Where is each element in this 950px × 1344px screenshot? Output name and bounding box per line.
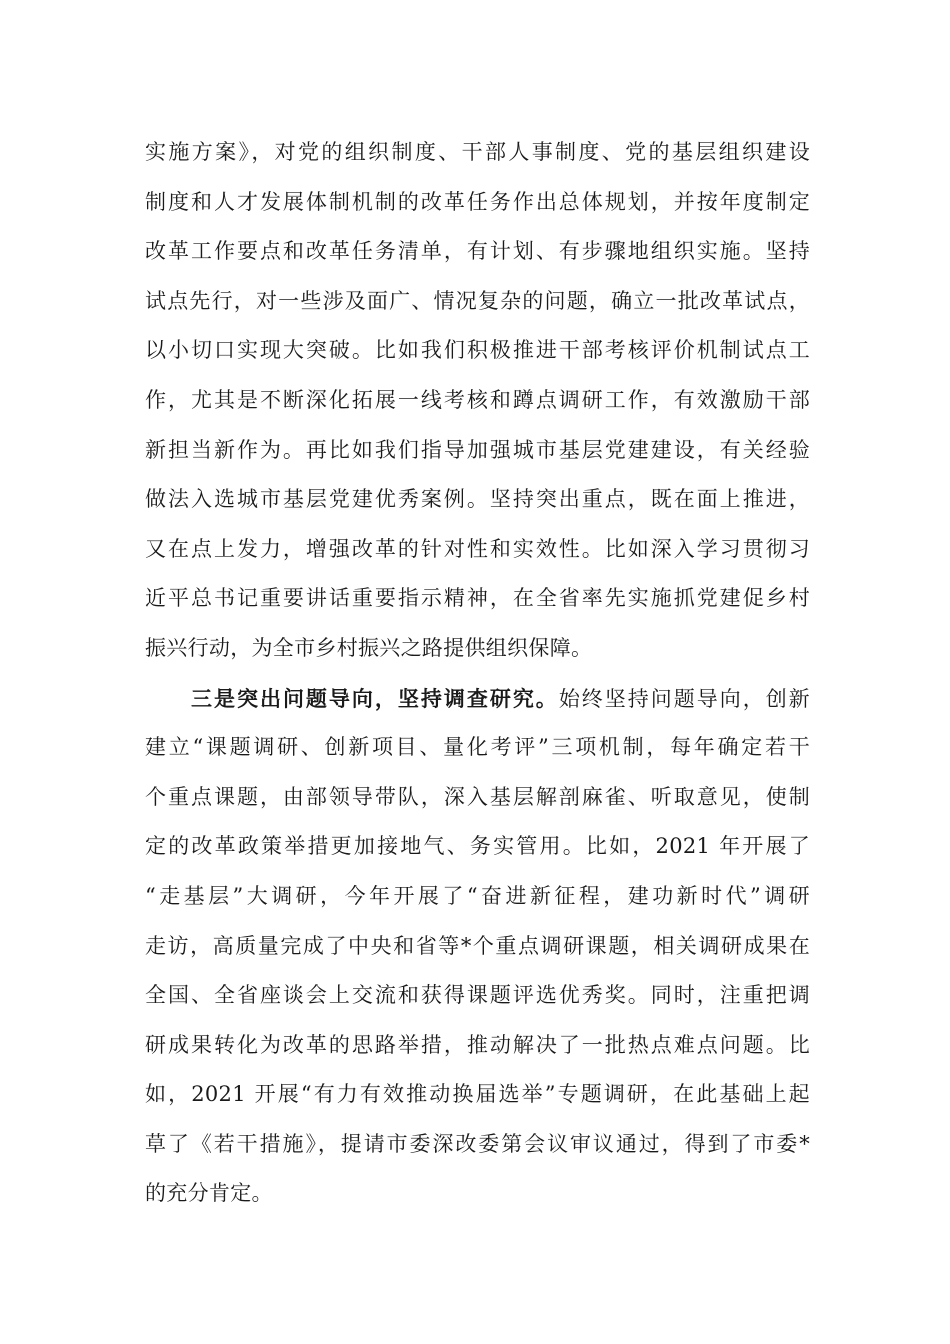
paragraph-2 bbox=[145, 674, 810, 1220]
paragraph-heading: 三是突出问题导向，坚持调查研究。 bbox=[191, 685, 559, 711]
text-line: 试点先行，对一些涉及面广、情况复杂的问题，确立一批改革试点， bbox=[145, 288, 810, 313]
text-line: 制度和人才发展体制机制的改革任务作出总体规划，并按年度制定 bbox=[145, 189, 810, 214]
text-line: 振兴行动，为全市乡村振兴之路提供组织保障。 bbox=[145, 635, 593, 660]
text-line: 实施方案》，对党的组织制度、干部人事制度、党的基层组织建设 bbox=[145, 140, 810, 164]
text-line: 又在点上发力，增强改革的针对性和实效性。比如深入学习贯彻习 bbox=[145, 536, 810, 561]
text-segment: 始终坚持问题导向，创新 bbox=[558, 686, 810, 711]
text-line: 的充分肯定。 bbox=[145, 1181, 273, 1206]
text-line: 以小切口实现大突破。比如我们积极推进干部考核评价机制试点工 bbox=[145, 338, 810, 363]
paragraph-1 bbox=[145, 128, 810, 674]
text-line: “走基层”大调研，今年开展了“奋进新征程，建功新时代”调研 bbox=[145, 883, 810, 908]
text-line: 研成果转化为改革的思路举措，推动解决了一批热点难点问题。比 bbox=[145, 1032, 810, 1057]
text-line: 定的改革政策举措更加接地气、务实管用。比如，2021 年开展了 bbox=[145, 834, 810, 859]
text-line: 草了《若干措施》，提请市委深改委第会议审议通过，得到了市委* bbox=[145, 1131, 810, 1156]
text-line: 个重点课题，由部领导带队，深入基层解剖麻雀、听取意见，使制 bbox=[145, 784, 810, 809]
body-text bbox=[145, 128, 810, 1219]
text-line: 作，尤其是不断深化拓展一线考核和蹲点调研工作，有效激励干部 bbox=[145, 387, 810, 412]
text-line: 做法入选城市基层党建优秀案例。坚持突出重点，既在面上推进， bbox=[145, 487, 810, 512]
text-line: 全国、全省座谈会上交流和获得课题评选优秀奖。同时，注重把调 bbox=[145, 983, 810, 1008]
text-line: 如，2021 开展“有力有效推动换届选举”专题调研，在此基础上起 bbox=[145, 1082, 810, 1107]
text-line: 新担当新作为。再比如我们指导加强城市基层党建建设，有关经验 bbox=[145, 437, 810, 462]
text-line: 走访，高质量完成了中央和省等*个重点调研课题，相关调研成果在 bbox=[145, 933, 810, 958]
text-line-first bbox=[145, 674, 810, 724]
text-line: 建立“课题调研、创新项目、量化考评”三项机制，每年确定若干 bbox=[145, 735, 810, 760]
text-line: 改革工作要点和改革任务清单，有计划、有步骤地组织实施。坚持 bbox=[145, 239, 810, 264]
text-line: 近平总书记重要讲话重要指示精神，在全省率先实施抓党建促乡村 bbox=[145, 586, 810, 611]
